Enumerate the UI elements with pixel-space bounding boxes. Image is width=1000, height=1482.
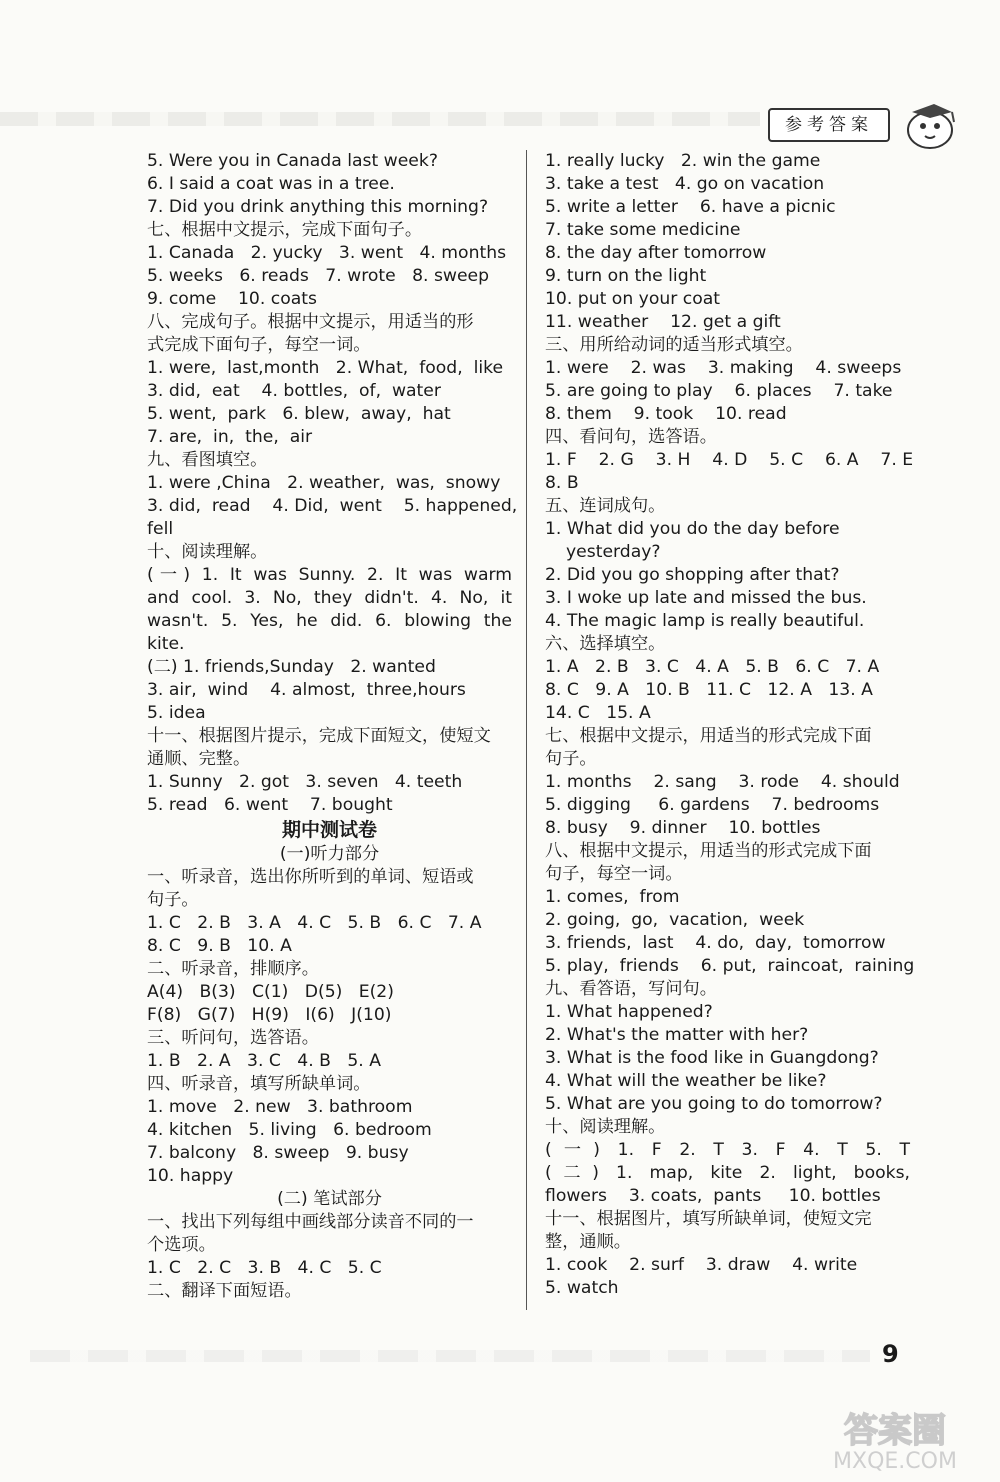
answer-line: kite. — [147, 634, 185, 654]
answer-line: 1. really lucky 2. win the game — [545, 151, 821, 171]
answer-line: 1. months 2. sang 3. rode 4. should — [545, 772, 900, 792]
answer-line: (二) 1. map, kite 2. light, books, — [545, 1163, 910, 1183]
answer-line: 三、用所给动词的适当形式填空。 — [545, 335, 803, 355]
answer-line: 个选项。 — [147, 1235, 216, 1255]
answer-line: 九、看图填空。 — [147, 450, 268, 470]
answer-line: 8. B — [545, 473, 579, 493]
answer-line: flowers 3. coats, pants 10. bottles — [545, 1186, 881, 1206]
mascot-icon — [894, 96, 964, 152]
answer-line: 1. Canada 2. yucky 3. went 4. months — [147, 243, 507, 263]
answer-line: 1. B 2. A 3. C 4. B 5. A — [147, 1051, 381, 1071]
answer-line: 3. did, read 4. Did, went 5. happened, — [147, 496, 518, 516]
answer-line: 11. weather 12. get a gift — [545, 312, 781, 332]
answer-line: 8. them 9. took 10. read — [545, 404, 787, 424]
answer-line: 七、根据中文提示，用适当的形式完成下面 — [545, 726, 872, 746]
answer-line: 1. were, last,month 2. What, food, like — [147, 358, 504, 378]
answer-line: 句子。 — [545, 749, 597, 769]
answer-line: 1. A 2. B 3. C 4. A 5. B 6. C 7. A — [545, 657, 880, 677]
answer-line: fell — [147, 519, 174, 539]
answer-line: 八、根据中文提示，用适当的形式完成下面 — [545, 841, 872, 861]
answer-line: 1. move 2. new 3. bathroom — [147, 1097, 413, 1117]
answer-line: 5. idea — [147, 703, 206, 723]
answer-line: 10. happy — [147, 1166, 234, 1186]
answer-line: 5. What are you going to do tomorrow? — [545, 1094, 883, 1114]
answer-line: 2. Did you go shopping after that? — [545, 565, 840, 585]
answer-line: 1. C 2. C 3. B 4. C 5. C — [147, 1258, 382, 1278]
answer-line: 5. weeks 6. reads 7. wrote 8. sweep — [147, 266, 490, 286]
answer-line: 十、阅读理解。 — [147, 542, 268, 562]
answer-line: 5. digging 6. gardens 7. bedrooms — [545, 795, 880, 815]
answer-line: 4. What will the weather be like? — [545, 1071, 827, 1091]
answer-line: 8. C 9. B 10. A — [147, 936, 292, 956]
answer-line: 5. write a letter 6. have a picnic — [545, 197, 836, 217]
answer-line: 7. take some medicine — [545, 220, 741, 240]
svg-text:MXQE.COM: MXQE.COM — [833, 1449, 957, 1474]
answer-key-label: 参考答案 — [768, 108, 890, 142]
answer-line: 9. come 10. coats — [147, 289, 317, 309]
answer-line: 6. I said a coat was in a tree. — [147, 174, 395, 194]
svg-text:答案圈: 答案圈 — [844, 1411, 946, 1451]
answer-line: F(8) G(7) H(9) I(6) J(10) — [147, 1005, 392, 1025]
answer-line: 六、选择填空。 — [545, 634, 666, 654]
answer-line: yesterday? — [566, 542, 661, 562]
answer-line: 通顺、完整。 — [147, 749, 251, 769]
header-decoration-strip — [0, 112, 760, 126]
footer-decoration-strip — [30, 1350, 870, 1362]
answer-line: 1. comes, from — [545, 887, 680, 907]
answer-line: 二、翻译下面短语。 — [147, 1281, 302, 1301]
answer-column-left — [147, 150, 518, 1303]
answer-line: 1. What happened? — [545, 1002, 713, 1022]
answer-line: 十、阅读理解。 — [545, 1117, 666, 1137]
answer-line: 10. put on your coat — [545, 289, 721, 309]
answer-line: 四、听录音，填写所缺单词。 — [147, 1074, 371, 1094]
answer-line: 五、连词成句。 — [545, 496, 666, 516]
answer-line: 期中测试卷 — [281, 819, 377, 841]
answer-line: 7. Did you drink anything this morning? — [147, 197, 489, 217]
answer-line: 1. Sunny 2. got 3. seven 4. teeth — [147, 772, 463, 792]
answer-line: 5. are going to play 6. places 7. take — [545, 381, 893, 401]
answer-line: 十一、根据图片，填写所缺单词，使短文完 — [545, 1209, 872, 1229]
answer-line: 3. take a test 4. go on vacation — [545, 174, 825, 194]
answer-line: 4. kitchen 5. living 6. bedroom — [147, 1120, 432, 1140]
answer-line: 5. read 6. went 7. bought — [147, 795, 393, 815]
answer-line: 9. turn on the light — [545, 266, 707, 286]
answer-line: 2. What's the matter with her? — [545, 1025, 809, 1045]
answer-line: A(4) B(3) C(1) D(5) E(2) — [147, 982, 394, 1002]
answer-line: 5. Were you in Canada last week? — [147, 151, 438, 171]
answer-line: 句子。 — [147, 890, 199, 910]
answer-line: 九、看答语，写问句。 — [545, 979, 717, 999]
answer-line: 一、找出下列每组中画线部分读音不同的一 — [147, 1212, 474, 1232]
answer-line: 7. are, in, the, air — [147, 427, 313, 447]
answer-line: 四、看问句，选答语。 — [545, 427, 717, 447]
answer-line: 一、听录音，选出你所听到的单词、短语或 — [147, 867, 474, 887]
answer-line: 5. went, park 6. blew, away, hat — [147, 404, 451, 424]
answer-line: (一)听力部分 — [279, 844, 380, 864]
answer-line: and cool. 3. No, they didn't. 4. No, it — [147, 588, 512, 608]
answer-column-right — [545, 150, 915, 1300]
answer-line: 3. did, eat 4. bottles, of, water — [147, 381, 441, 401]
answer-line: 3. What is the food like in Guangdong? — [545, 1048, 879, 1068]
answer-line: 八、完成句子。根据中文提示，用适当的形 — [147, 312, 474, 332]
answer-line: 8. C 9. A 10. B 11. C 12. A 13. A — [545, 680, 873, 700]
answer-line: 三、听问句，选答语。 — [147, 1028, 319, 1048]
answer-line: 3. air, wind 4. almost, three,hours — [147, 680, 466, 700]
page-number: 9 — [882, 1340, 899, 1368]
answer-line: 5. play, friends 6. put, raincoat, raining — [545, 956, 915, 976]
answer-line: 8. busy 9. dinner 10. bottles — [545, 818, 821, 838]
answer-line: 1. cook 2. surf 3. draw 4. write — [545, 1255, 858, 1275]
answer-line: 3. friends, last 4. do, day, tomorrow — [545, 933, 886, 953]
column-divider — [526, 150, 527, 1310]
answer-line: 1. were ,China 2. weather, was, snowy — [147, 473, 501, 493]
answer-line: 14. C 15. A — [545, 703, 651, 723]
answer-line: (二) 笔试部分 — [277, 1189, 382, 1209]
answer-line: 3. I woke up late and missed the bus. — [545, 588, 867, 608]
answer-line: 句子，每空一词。 — [545, 864, 683, 884]
answer-line: (一) 1. It was Sunny. 2. It was warm — [147, 565, 512, 585]
answer-line: (二) 1. friends,Sunday 2. wanted — [147, 657, 436, 677]
answer-line: (一) 1. F 2. T 3. F 4. T 5. T — [545, 1140, 910, 1160]
answer-line: 1. F 2. G 3. H 4. D 5. C 6. A 7. E — [545, 450, 914, 470]
answer-line: 式完成下面句子，每空一词。 — [147, 335, 371, 355]
answer-line: 5. watch — [545, 1278, 619, 1298]
answer-line: 二、听录音，排顺序。 — [147, 959, 319, 979]
answer-line: 7. balcony 8. sweep 9. busy — [147, 1143, 409, 1163]
answer-line: 2. going, go, vacation, week — [545, 910, 805, 930]
answer-line: 8. the day after tomorrow — [545, 243, 767, 263]
answer-line: wasn't. 5. Yes, he did. 6. blowing the — [147, 611, 512, 631]
watermark-logo-icon — [800, 1404, 990, 1474]
answer-line: 1. C 2. B 3. A 4. C 5. B 6. C 7. A — [147, 913, 482, 933]
answer-line: 整，通顺。 — [545, 1232, 631, 1252]
answer-line: 1. What did you do the day before — [545, 519, 840, 539]
answer-line: 4. The magic lamp is really beautiful. — [545, 611, 865, 631]
answer-line: 七、根据中文提示，完成下面句子。 — [147, 220, 423, 240]
answer-line: 1. were 2. was 3. making 4. sweeps — [545, 358, 902, 378]
answer-line: 十一、根据图片提示，完成下面短文，使短文 — [147, 726, 491, 746]
